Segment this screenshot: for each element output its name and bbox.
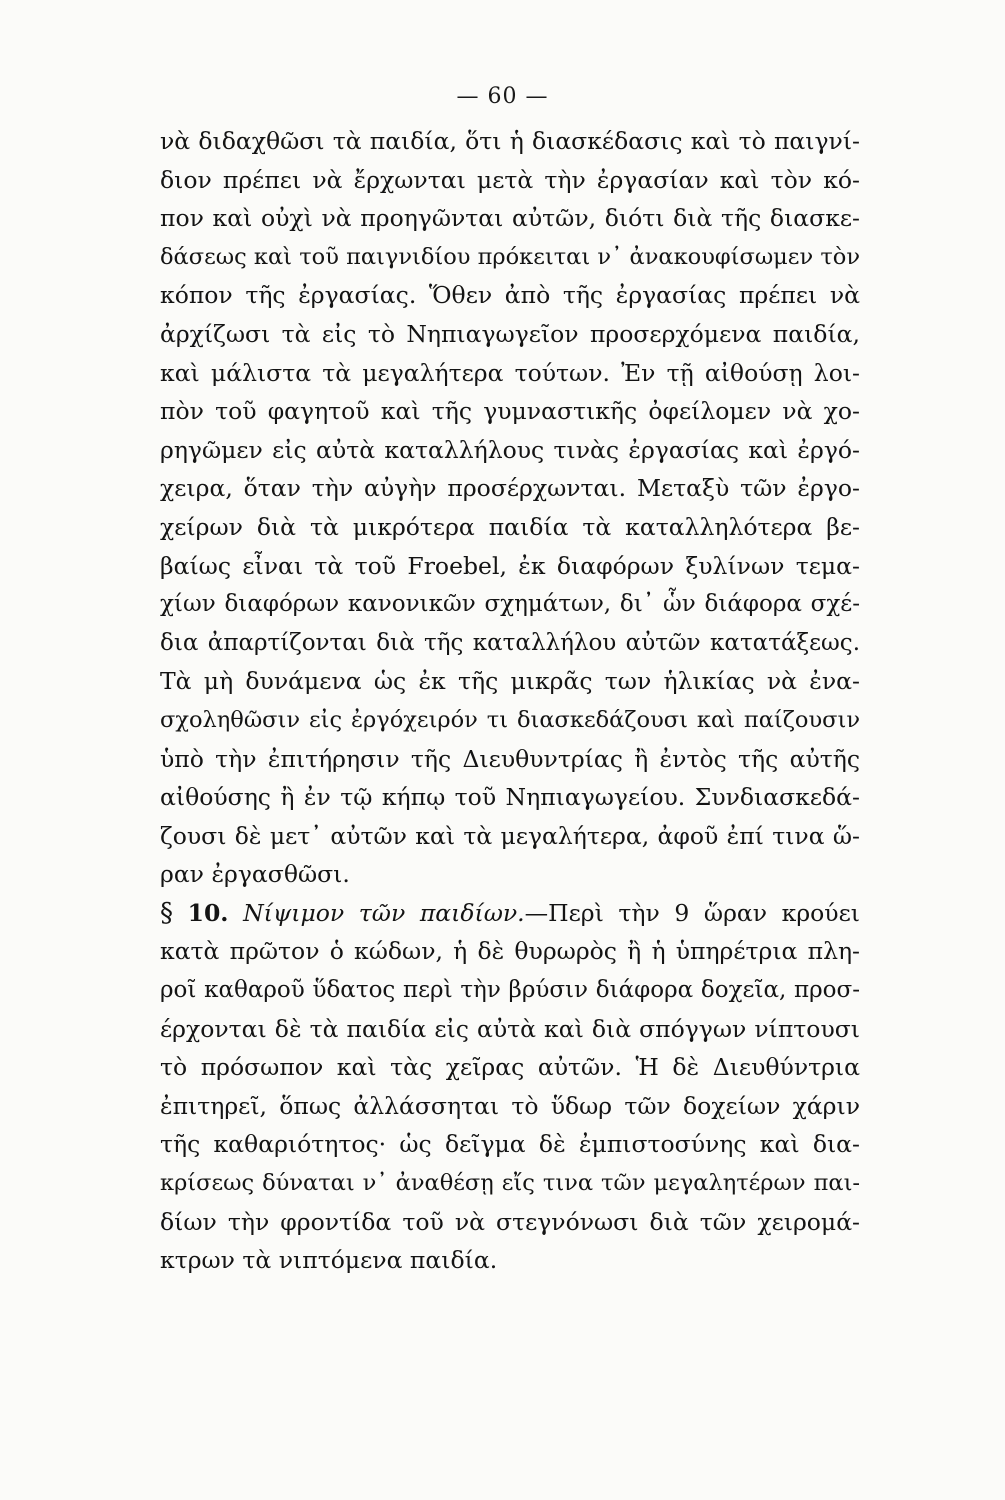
text-line: πὸν τοῦ φαγητοῦ καὶ τῆς γυμναστικῆς ὀφείλομεν νὰ χο- [160,397,860,426]
text-line: ζουσι δὲ μετ᾽ αὐτῶν καὶ τὰ μεγαλήτερα, ἀφοῦ ἐπί τινα ὥ- [160,821,860,850]
section-title: Νίψιμον τῶν παιδίων. [243,898,525,927]
text-line: πον καὶ οὐχὶ νὰ προηγῶνται αὐτῶν, διότι διὰ τῆς διασκε- [160,204,860,233]
text-line: ὑπὸ τὴν ἐπιτήρησιν τῆς Διευθυντρίας ἢ ἐντὸς τῆς αὐτῆς [160,744,860,773]
text-line: χειρα, ὅταν τὴν αὐγὴν προσέρχωνται. Μεταξὺ τῶν ἐργο- [160,474,860,503]
text-line: ροῖ καθαροῦ ὕδατος περὶ τὴν βρύσιν διάφορα δοχεῖα, προσ- [160,977,860,1004]
text-line: νὰ διδαχθῶσι τὰ παιδία, ὅτι ἡ διασκέδασις καὶ τὸ παιγνί- [160,127,860,155]
paragraph-1 [160,122,860,894]
text-line: κτρων τὰ νιπτόμενα παιδία. [160,1246,498,1275]
text-line: Τὰ μὴ δυνάμενα ὡς ἐκ τῆς μικρᾶς των ἡλικίας νὰ ἐνα- [160,667,860,696]
section-mark: § [160,897,173,928]
section-number: 10. [187,898,229,927]
text-line: χίων διαφόρων κανονικῶν σχημάτων, δι᾽ ὧν διάφορα σχέ- [160,591,860,618]
section-first-line-text: —Περὶ τὴν 9 ὥραν κρούει [524,898,860,927]
text-line: τῆς καθαριότητος· ὡς δεῖγμα δὲ ἐμπιστοσύνης καὶ δια- [160,1130,860,1159]
page-number: — 60 — [456,84,549,109]
text-line: βαίως εἶναι τὰ τοῦ Froebel, ἐκ διαφόρων ξυλίνων τεμα- [160,551,860,580]
text-line: δάσεως καὶ τοῦ παιγνιδίου πρόκειται ν᾽ ἀνακουφίσωμεν τὸν [160,243,860,270]
text-line: καὶ μάλιστα τὰ μεγαλήτερα τούτων. Ἐν τῇ αἰθούσῃ λοι- [160,358,860,387]
text-line: τὸ πρόσωπον καὶ τὰς χεῖρας αὐτῶν. Ἡ δὲ Διευθύντρια [160,1053,860,1082]
text-line: ραν ἐργασθῶσι. [160,860,350,889]
text-line: κόπον τῆς ἐργασίας. Ὅθεν ἀπὸ τῆς ἐργασίας πρέπει νὰ [160,281,860,310]
text-line: κρίσεως δύναται ν᾽ ἀναθέσῃ εἴς τινα τῶν μεγαλητέρων παι- [160,1170,860,1197]
body-text [160,122,860,1280]
text-line: διον πρέπει νὰ ἔρχωνται μετὰ τὴν ἐργασίαν καὶ τὸν κό- [160,165,860,194]
paragraph-2 [160,894,860,1280]
text-line: χείρων διὰ τὰ μικρότερα παιδία τὰ καταλληλότερα βε- [160,512,860,541]
text-line: ἐπιτηρεῖ, ὅπως ἀλλάσσηται τὸ ὕδωρ τῶν δοχείων χάριν [160,1091,860,1120]
text-line: κατὰ πρῶτον ὁ κώδων, ἡ δὲ θυρωρὸς ἢ ἡ ὑπηρέτρια πλη- [160,937,860,966]
section-heading-line [160,894,860,933]
text-line: αἰθούσης ἢ ἐν τῷ κήπῳ τοῦ Νηπιαγωγείου. Συνδιασκεδά- [160,783,860,812]
text-line: σχοληθῶσιν εἰς ἐργόχειρόν τι διασκεδάζουσι καὶ παίζουσιν [160,706,860,733]
text-line: ρηγῶμεν εἰς αὐτὰ καταλλήλους τινὰς ἐργασίας καὶ ἐργό- [160,435,860,464]
text-line: δια ἀπαρτίζονται διὰ τῆς καταλλήλου αὐτῶν κατατάξεως. [160,629,860,656]
text-line: δίων τὴν φροντίδα τοῦ νὰ στεγνόνωσι διὰ τῶν χειρομά- [160,1207,860,1236]
text-line: ἀρχίζωσι τὰ εἰς τὸ Νηπιαγωγεῖον προσερχόμενα παιδία, [160,319,860,348]
text-line: έρχονται δὲ τὰ παιδία εἰς αὐτὰ καὶ διὰ σπόγγων νίπτουσι [160,1014,860,1043]
